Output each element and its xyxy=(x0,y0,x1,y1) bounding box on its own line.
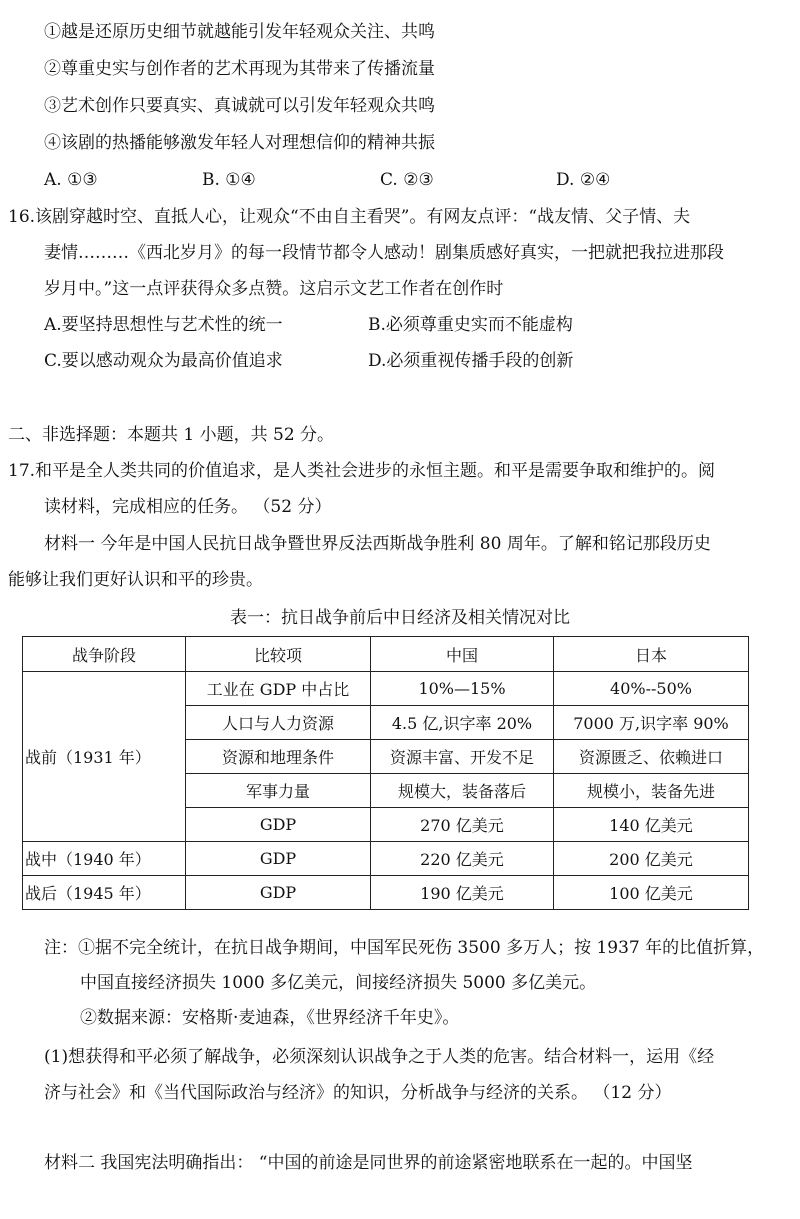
table-header-row xyxy=(23,637,749,672)
china-cell: 190 亿美元 xyxy=(371,876,554,910)
china-cell: 4.5 亿,识字率 20% xyxy=(371,706,554,740)
header-cell: 比较项 xyxy=(186,637,371,672)
q16-option-c: C.要以感动观众为最高价值追求 xyxy=(44,351,283,371)
table-row xyxy=(23,672,749,706)
q15-statement: ①越是还原历史细节就越能引发年轻观众关注、共鸣 xyxy=(44,22,435,42)
q16-option-a: A.要坚持思想性与艺术性的统一 xyxy=(44,315,283,335)
stage-cell: 战后（1945 年） xyxy=(23,876,186,910)
q17-stem-line: 读材料，完成相应的任务。 （52 分） xyxy=(44,497,332,517)
q16-stem-line: 岁月中。”这一点评获得众多点赞。这启示文艺工作者在创作时 xyxy=(44,279,504,299)
china-cell: 资源丰富、开发不足 xyxy=(371,740,554,774)
q15-statement: ④该剧的热播能够激发年轻人对理想信仰的精神共振 xyxy=(44,133,435,153)
subquestion-line: (1)想获得和平必须了解战争，必须深刻认识战争之于人类的危害。结合材料一，运用《经 xyxy=(44,1047,715,1067)
japan-cell: 140 亿美元 xyxy=(554,808,749,842)
china-cell: 220 亿美元 xyxy=(371,842,554,876)
header-cell: 中国 xyxy=(371,637,554,672)
item-cell: 人口与人力资源 xyxy=(186,706,371,740)
item-cell: 军事力量 xyxy=(186,774,371,808)
item-cell: GDP xyxy=(186,876,371,910)
item-cell: GDP xyxy=(186,842,371,876)
section-heading: 二、非选择题：本题共 1 小题，共 52 分。 xyxy=(8,425,335,445)
stage-cell: 战中（1940 年） xyxy=(23,842,186,876)
q15-statement: ③艺术创作只要真实、真诚就可以引发年轻观众共鸣 xyxy=(44,96,435,116)
table-row xyxy=(23,876,749,910)
japan-cell: 资源匮乏、依赖进口 xyxy=(554,740,749,774)
material2-line: 材料二 我国宪法明确指出： “中国的前途是同世界的前途紧密地联系在一起的。中国坚 xyxy=(44,1153,693,1173)
q17-stem-line: 17.和平是全人类共同的价值追求，是人类社会进步的永恒主题。和平是需要争取和维护的。阅 xyxy=(8,461,716,481)
item-cell: GDP xyxy=(186,808,371,842)
q15-option-d: D. ②④ xyxy=(556,170,611,190)
japan-cell: 200 亿美元 xyxy=(554,842,749,876)
table-note: ②数据来源：安格斯·麦迪森，《世界经济千年史》。 xyxy=(80,1008,460,1028)
material1-line: 材料一 今年是中国人民抗日战争暨世界反法西斯战争胜利 80 周年。了解和铭记那段历史 xyxy=(44,534,711,554)
q15-option-c: C. ②③ xyxy=(380,170,434,190)
table-note: 中国直接经济损失 1000 多亿美元，间接经济损失 5000 多亿美元。 xyxy=(80,973,597,993)
japan-cell: 100 亿美元 xyxy=(554,876,749,910)
header-cell: 日本 xyxy=(554,637,749,672)
q15-statement: ②尊重史实与创作者的艺术再现为其带来了传播流量 xyxy=(44,59,435,79)
item-cell: 资源和地理条件 xyxy=(186,740,371,774)
q16-stem-line: 16.该剧穿越时空、直抵人心，让观众“不由自主看哭”。有网友点评：“战友情、父子情、夫 xyxy=(8,207,691,227)
q15-option-b: B. ①④ xyxy=(202,170,256,190)
japan-cell: 40%--50% xyxy=(554,672,749,706)
stage-cell: 战前（1931 年） xyxy=(23,672,186,842)
china-cell: 270 亿美元 xyxy=(371,808,554,842)
q15-option-a: A. ①③ xyxy=(44,170,98,190)
q16-option-b: B.必须尊重史实而不能虚构 xyxy=(368,315,573,335)
japan-cell: 7000 万,识字率 90% xyxy=(554,706,749,740)
item-cell: 工业在 GDP 中占比 xyxy=(186,672,371,706)
q16-stem-line: 妻情………《西北岁月》的每一段情节都令人感动！剧集质感好真实，一把就把我拉进那段 xyxy=(44,243,724,263)
japan-cell: 规模小，装备先进 xyxy=(554,774,749,808)
table-row xyxy=(23,842,749,876)
header-cell: 战争阶段 xyxy=(23,637,186,672)
comparison-table xyxy=(22,636,749,910)
china-cell: 10%—15% xyxy=(371,672,554,706)
q16-option-d: D.必须重视传播手段的创新 xyxy=(368,351,574,371)
table-caption: 表一：抗日战争前后中日经济及相关情况对比 xyxy=(230,608,570,628)
subquestion-line: 济与社会》和《当代国际政治与经济》的知识，分析战争与经济的关系。 （12 分） xyxy=(44,1083,672,1103)
china-cell: 规模大，装备落后 xyxy=(371,774,554,808)
table-note: 注：①据不完全统计，在抗日战争期间，中国军民死伤 3500 多万人；按 1937 年的比值折算， xyxy=(44,938,765,958)
material1-line: 能够让我们更好认识和平的珍贵。 xyxy=(8,570,263,590)
